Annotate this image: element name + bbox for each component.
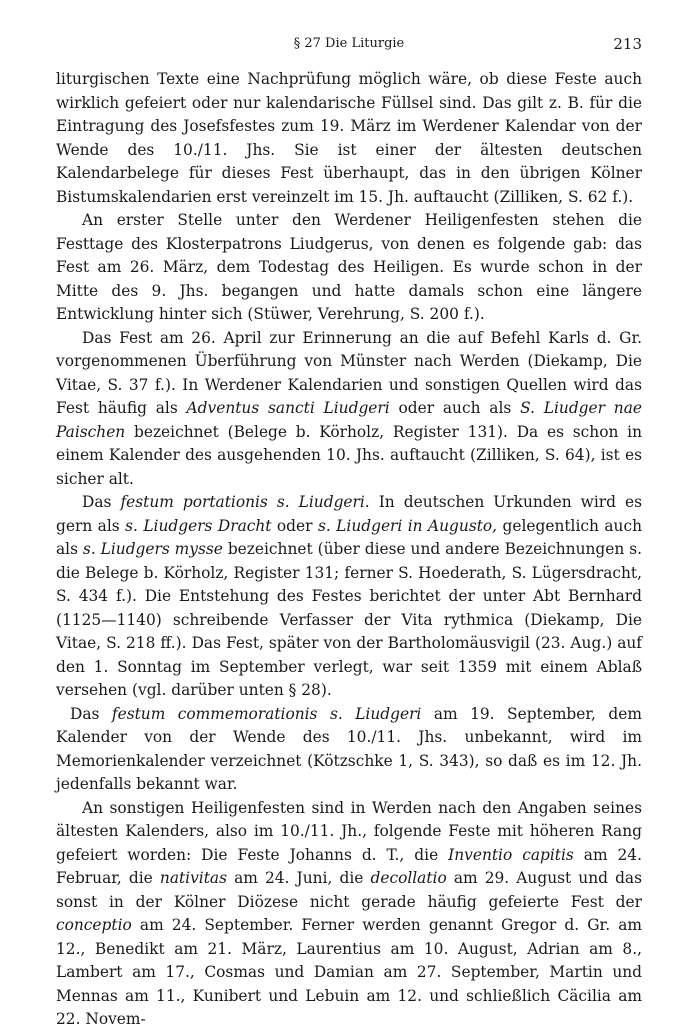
page-header (56, 36, 642, 58)
text-run: am 29. August und das sonst in der Kölner Diözese nicht gerade häufig gefeierte Fest der (56, 869, 643, 911)
text-run: am 24. Februar, die (56, 845, 642, 887)
text-run: gelegentlich auch als (56, 516, 642, 558)
body-text (56, 68, 642, 1032)
italic-term: Inventio capitis (448, 845, 574, 864)
italic-term: s. Liudgers mysse (82, 540, 223, 558)
paragraph-festum-commemorationis (56, 703, 642, 797)
italic-term: conceptio (56, 916, 132, 934)
text-run: An erster Stelle unter den Werdener Heiligenfesten stehen die Festtage des Klosterpatrons Liudgerus, von denen es folgende gab: das Fest am 26. März, dem Todestag des Heiligen. Es wurde schon in der Mitte des 9. Jhs. begangen und hatte damals schon eine längere Entwicklung hinter sich (Stüwer, Verehrung, S. 200 f.). (56, 211, 642, 323)
running-head: § 27 Die Liturgie (293, 36, 405, 51)
text-run: Das Fest am 26. April zur Erinnerung an die auf Befehl Karls d. Gr. vorgenommenen Überführung von Münster nach Werden (Diekamp, Die Vitae, S. 37 f.). In Werdener Kalendarien und sonstigen Quellen wird das Fest häufig als (56, 328, 642, 417)
italic-term: festum portationis s. Liudgeri. (120, 493, 370, 511)
paragraph-continuation (56, 68, 642, 209)
text-run: An sonstigen Heiligenfesten sind in Werden nach den Angaben seines ältesten Kalenders, also im 10./11. Jh., folgende Feste mit höheren Rang gefeiert worden: Die Feste Johanns d. T., die (56, 798, 642, 864)
paragraph-festum-portationis (56, 491, 642, 703)
text-run: am 19. September, dem Kalender von der Wende des 10./11. Jhs. unbekannt, wird im Memorienkalender verzeichnet (Kötzschke 1, S. 343), so daß es im 12. Jh. jedenfalls bekannt war. (56, 704, 642, 793)
italic-term: S. Liudger nae Paischen (56, 399, 642, 441)
italic-term: s. Liudgers Dracht (125, 516, 272, 535)
text-run: In deutschen Urkunden wird es gern als (56, 493, 643, 535)
text-run: oder auch als (389, 399, 521, 417)
page-number: 213 (613, 35, 642, 53)
italic-term: s. Liudgeri in Augusto, (317, 516, 498, 535)
text-run: oder (271, 516, 318, 535)
italic-term: decollatio (370, 869, 447, 887)
text-run: Das (70, 704, 112, 723)
text-run: liturgischen Texte eine Nachprüfung möglich wäre, ob diese Feste auch wirklich gefeiert oder nur kalendarische Füllsel sind. Das gilt z. B. für die Eintragung des Josefsfestes zum 19. März im Werdener Kalendar von der Wende des 10./11. Jhs. Sie ist einer der ältesten deutschen Kalendarbelege für dieses Fest überhaupt, das in den übrigen Kölner Bistumskalendarien erst vereinzelt im 15. Jh. auftaucht (Zilliken, S. 62 f.). (56, 70, 642, 206)
italic-term: Adventus sancti Liudgeri (186, 399, 390, 417)
paragraph-liudger-feasts (56, 209, 642, 327)
italic-term: nativitas (159, 869, 227, 887)
italic-term: festum commemorationis s. Liudgeri (111, 704, 422, 723)
text-run: am 24. Juni, die (226, 869, 371, 887)
paragraph-april-feast (56, 327, 642, 492)
text-run: bezeichnet (über diese und andere Bezeichnungen s. die Belege b. Körholz, Register 131; ferner S. Hoederath, S. Lügersdracht, S. 434 f.). Die Entstehung des Festes berichtet der unter Abt Bernhard (1125—1140) schreibende Verfasser der Vita rythmica (Diekamp, Die Vitae, S. 218 ff.). Das Fest, später von der Bartholomäusvigil (23. Aug.) auf den 1. Sonntag im September verlegt, war seit 1359 mit einem Ablaß versehen (vgl. darüber unten § 28). (56, 540, 642, 699)
text-run: Das (82, 493, 121, 511)
paragraph-other-feasts (56, 797, 642, 1032)
text-run: bezeichnet (Belege b. Körholz, Register 131). Da es schon in einem Kalender des ausgehenden 10. Jhs. auftaucht (Zilliken, S. 64), ist es sicher alt. (56, 422, 642, 488)
text-run: am 24. September. Ferner werden genannt Gregor d. Gr. am 12., Benedikt am 21. März, Laurentius am 10. August, Adrian am 8., Lambert am 17., Cosmas und Damian am 27. September, Martin und Mennas am 11., Kunibert und Lebuin am 12. und schließlich Cäcilia am 22. Novem- (56, 916, 642, 1028)
